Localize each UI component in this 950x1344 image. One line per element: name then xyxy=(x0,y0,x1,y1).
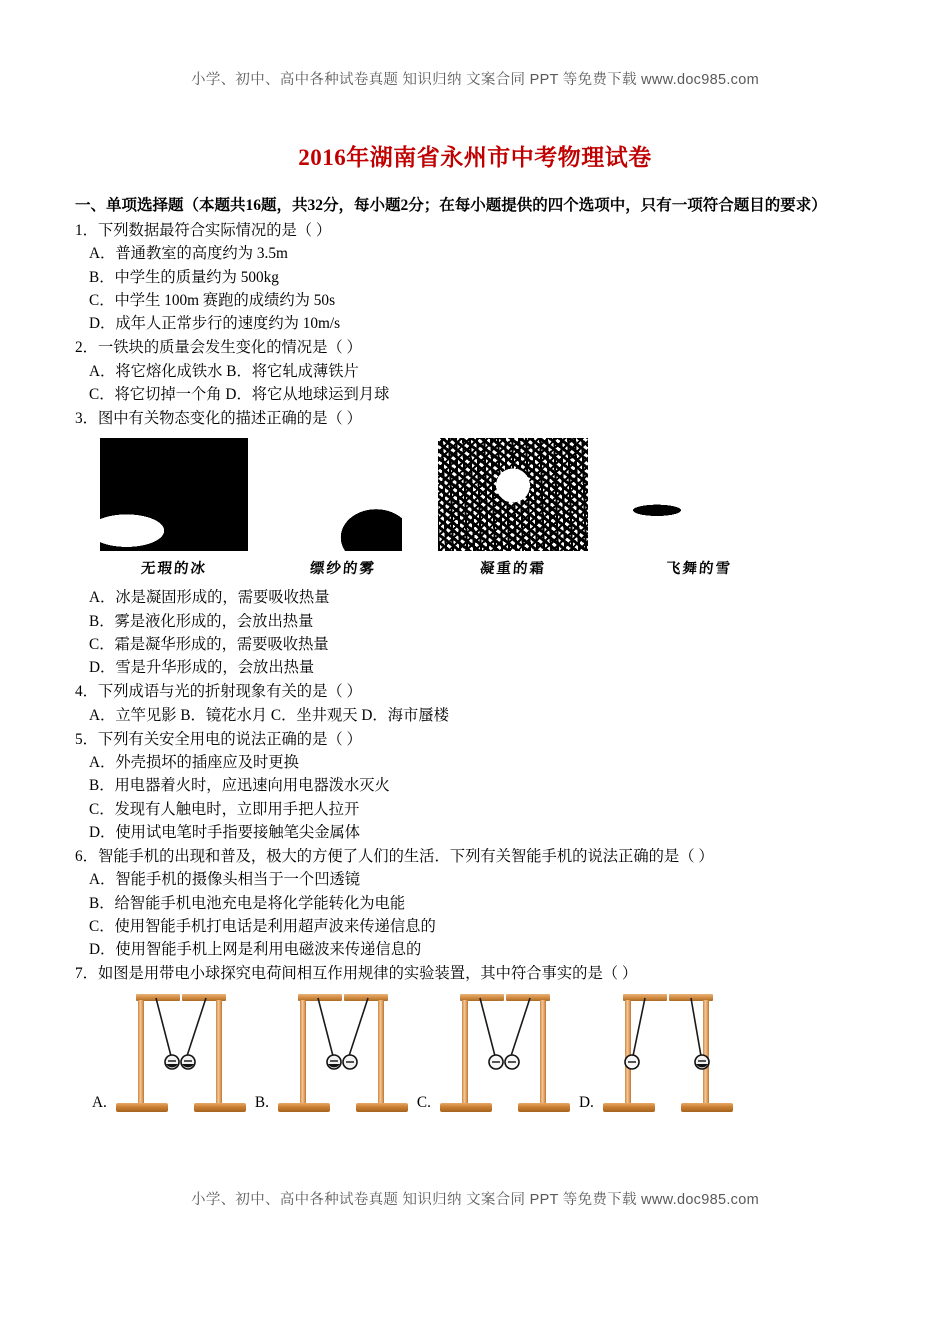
question-3-option-c: C．霜是凝华形成的，需要吸收热量 xyxy=(89,635,329,653)
page-title: 2016年湖南省永州市中考物理试卷 xyxy=(298,145,652,170)
question-1-option-b: B．中学生的质量约为 500kg xyxy=(89,268,279,286)
question-3-option-a: A．冰是凝固形成的，需要吸收热量 xyxy=(89,589,330,607)
question-7-option-a-group xyxy=(85,994,248,1112)
apparatus-b xyxy=(276,994,410,1112)
footer-watermark: 小学、初中、高中各种试卷真题 知识归纳 文案合同 PPT 等免费下载 www.doc985.com xyxy=(191,1192,759,1208)
question-1-option-c: C．中学生 100m 赛跑的成绩约为 50s xyxy=(89,291,336,309)
question-stem-6: 6．智能手机的出现和普及，极大的方便了人们的生活．下列有关智能手机的说法正确的是（ ） xyxy=(75,848,714,866)
figure-snow xyxy=(624,438,774,578)
figure-snow-caption: 飞舞的雪 xyxy=(665,560,733,578)
apparatus-a xyxy=(114,994,248,1112)
question-6-option-b: B．给智能手机电池充电是将化学能转化为电能 xyxy=(89,894,406,912)
figure-frost-image xyxy=(438,438,588,551)
question-2-option-cd: C．将它切掉一个角 D．将它从地球运到月球 xyxy=(89,385,390,403)
apparatus-d xyxy=(601,994,735,1112)
question-7-option-b-letter: B. xyxy=(254,1094,269,1112)
charged-ball-pair-icon xyxy=(438,994,572,1112)
question-3-option-d: D．雪是升华形成的，会放出热量 xyxy=(89,659,315,677)
question-1-option-a: A．普通教室的高度约为 3.5m xyxy=(89,245,288,263)
header-watermark: 小学、初中、高中各种试卷真题 知识归纳 文案合同 PPT 等免费下载 www.doc985.com xyxy=(191,72,759,88)
figure-frost-caption: 凝重的霜 xyxy=(479,560,547,578)
charged-ball-pair-icon xyxy=(601,994,735,1112)
question-stem-2: 2．一铁块的质量会发生变化的情况是（ ） xyxy=(75,339,362,357)
question-7-figure-group xyxy=(75,990,875,1112)
figure-ice-image xyxy=(100,438,248,551)
section-heading: 一、单项选择题（本题共16题，共32分，每小题2分；在每小题提供的四个选项中，只有一项符合题目的要求） xyxy=(75,197,827,214)
question-7-option-b-group xyxy=(248,994,410,1112)
question-3-figure-group xyxy=(75,438,875,578)
figure-ice-caption: 无瑕的冰 xyxy=(140,560,208,578)
figure-snow-image xyxy=(624,438,774,551)
question-stem-3: 3．图中有关物态变化的描述正确的是（ ） xyxy=(75,410,362,428)
question-7-option-c-group xyxy=(410,994,572,1112)
question-7-option-d-group xyxy=(572,994,735,1112)
question-2-option-ab: A．将它熔化成铁水 B．将它轧成薄铁片 xyxy=(89,362,359,380)
figure-frost xyxy=(438,438,588,578)
question-stem-4: 4．下列成语与光的折射现象有关的是（ ） xyxy=(75,683,362,701)
question-3-option-b: B．雾是液化形成的，会放出热量 xyxy=(89,612,314,630)
question-1-option-d: D．成年人正常步行的速度约为 10m/s xyxy=(89,315,341,333)
question-4-options: A．立竿见影 B．镜花水月 C．坐井观天 D．海市蜃楼 xyxy=(89,706,449,724)
apparatus-c xyxy=(438,994,572,1112)
question-stem-1: 1．下列数据最符合实际情况的是（ ） xyxy=(75,222,332,240)
figure-fog-caption: 缥纱的雾 xyxy=(309,560,377,578)
figure-ice xyxy=(100,438,248,578)
figure-fog xyxy=(284,438,402,578)
question-stem-7: 7．如图是用带电小球探究电荷间相互作用规律的实验装置，其中符合事实的是（ ） xyxy=(75,965,638,983)
question-5-option-c: C．发现有人触电时，立即用手把人拉开 xyxy=(89,800,360,818)
question-6-option-a: A．智能手机的摄像头相当于一个凹透镜 xyxy=(89,871,361,889)
question-7-option-a-letter: A. xyxy=(92,1094,107,1112)
question-5-option-b: B．用电器着火时，应迅速向用电器泼水灭火 xyxy=(89,777,390,795)
figure-fog-image xyxy=(284,438,402,551)
question-stem-5: 5．下列有关安全用电的说法正确的是（ ） xyxy=(75,730,362,748)
question-6-option-d: D．使用智能手机上网是利用电磁波来传递信息的 xyxy=(89,941,422,959)
charged-ball-pair-icon xyxy=(276,994,410,1112)
question-5-option-d: D．使用试电笔时手指要接触笔尖金属体 xyxy=(89,823,361,841)
question-7-option-c-letter: C. xyxy=(416,1094,431,1112)
question-6-option-c: C．使用智能手机打电话是利用超声波来传递信息的 xyxy=(89,917,436,935)
question-5-option-a: A．外壳损坏的插座应及时更换 xyxy=(89,754,299,772)
question-7-option-d-letter: D. xyxy=(578,1094,594,1112)
charged-ball-pair-icon xyxy=(114,994,248,1112)
